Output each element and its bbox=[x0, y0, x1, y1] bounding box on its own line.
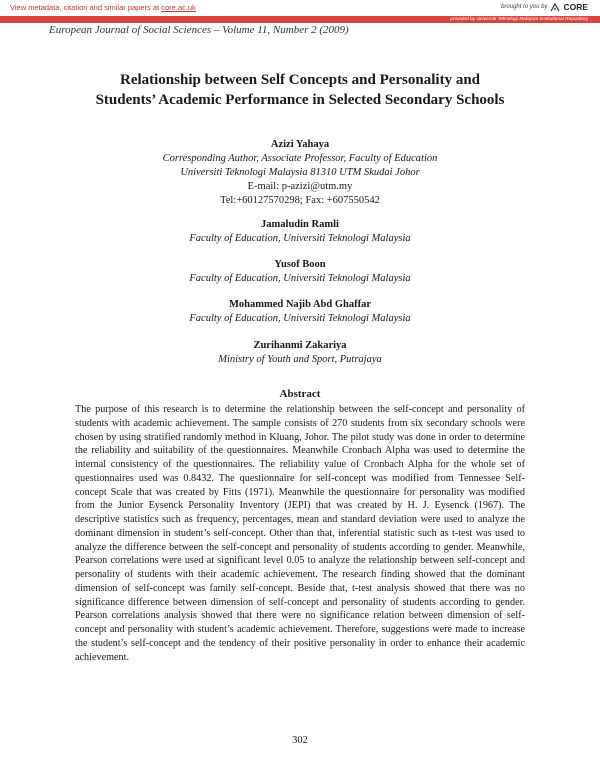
author-name: Yusof Boon bbox=[274, 259, 326, 270]
author-block bbox=[60, 138, 540, 208]
abstract-heading: Abstract bbox=[279, 388, 321, 400]
author-affiliation: Faculty of Education, Universiti Teknologi Malaysia bbox=[189, 233, 411, 244]
core-link-prefix: View metadata, citation and similar papers at bbox=[10, 3, 162, 12]
author-email: E-mail: p-azizi@utm.my bbox=[247, 181, 353, 192]
author-block bbox=[60, 339, 540, 367]
journal-header: European Journal of Social Sciences – Volume 11, Number 2 (2009) bbox=[49, 24, 349, 36]
core-brand-name: CORE bbox=[563, 2, 588, 12]
core-provider-text: provided by Universiti Teknologi Malaysia Institutional Repository bbox=[450, 17, 588, 22]
core-link-domain[interactable]: core.ac.uk bbox=[161, 3, 196, 12]
author-name: Jamaludin Ramli bbox=[261, 219, 339, 230]
author-phone-fax: Tel:+60127570298; Fax: +607550542 bbox=[220, 195, 380, 206]
author-name: Mohammed Najib Abd Ghaffar bbox=[228, 299, 372, 310]
brought-by-text: brought to you by bbox=[501, 4, 548, 10]
paper-title bbox=[40, 70, 560, 110]
author-affiliation: Faculty of Education, Universiti Teknologi Malaysia bbox=[189, 273, 411, 284]
author-block bbox=[60, 298, 540, 326]
author-affiliation: Faculty of Education, Universiti Teknologi Malaysia bbox=[189, 313, 411, 324]
core-metadata-link[interactable] bbox=[10, 3, 196, 12]
author-block bbox=[60, 218, 540, 246]
author-name: Zurihanmi Zakariya bbox=[253, 340, 347, 351]
author-name: Azizi Yahaya bbox=[270, 139, 330, 150]
title-line-1: Relationship between Self Concepts and Personality and bbox=[119, 72, 481, 88]
core-branding[interactable] bbox=[501, 2, 588, 12]
author-affiliation: Universiti Teknologi Malaysia 81310 UTM Skudai Johor bbox=[180, 167, 420, 178]
title-line-2: Students’ Academic Performance in Selected Secondary Schools bbox=[95, 92, 505, 108]
core-logo-icon bbox=[550, 3, 560, 12]
author-affiliation: Corresponding Author, Associate Professor, Faculty of Education bbox=[162, 153, 438, 164]
core-banner bbox=[0, 0, 600, 16]
core-provider-strip bbox=[0, 16, 600, 23]
author-affiliation: Ministry of Youth and Sport, Putrajaya bbox=[218, 354, 382, 365]
author-block bbox=[60, 258, 540, 286]
abstract-body: The purpose of this research is to determine the relationship between the self-concept and personality of students with academic achievement. The sample consists of 270 students from six secondary schools were chosen by using stratified randomly method in Kluang, Johor. The pilot study was done in order to determine the reliability and suitability of the questionnaires. Meanwhile Cronbach Alpha was used to determine the internal consistency of the questionnaires. The reliability value of Cronbach Alpha for the whole set of questionnaires used was 0.8432. The questionnaire for self-concept was modified from Tennessee Self-concept Scale that was created by Fitts (1971). Meanwhile the questionnaire for personality was modified from the Junior Eysenck Personality Inventory (JEPI) that was created by H. J. Eysenck (1967). The descriptive statistics such as frequency, percentages, mean and standard deviation were used to analyze the dominant dimension in student’s self-concept. Other than that, inferential statistic such as t-test was used to analyze the difference between the self-concept and personality of students according to gender. Meanwhile, Pearson correlations were used at significant level 0.05 to analyze the relationship between self-concept and personality of students with their academic achievement. The research finding showed that the dominant dimension of self-concept was family self-concept. Beside that, t-test analysis showed that there was no significance difference between dimension of self-concept and personality of students according to gender. Pearson correlations analysis showed that there were no significance relation between dimension of self-concept and personality with student’s academic achievement. Therefore, suggestions were made to increase the student’s self-concept and the tendency of their positive personality in order to enhance their academic achievement. bbox=[75, 404, 525, 663]
page-number: 302 bbox=[292, 735, 308, 746]
